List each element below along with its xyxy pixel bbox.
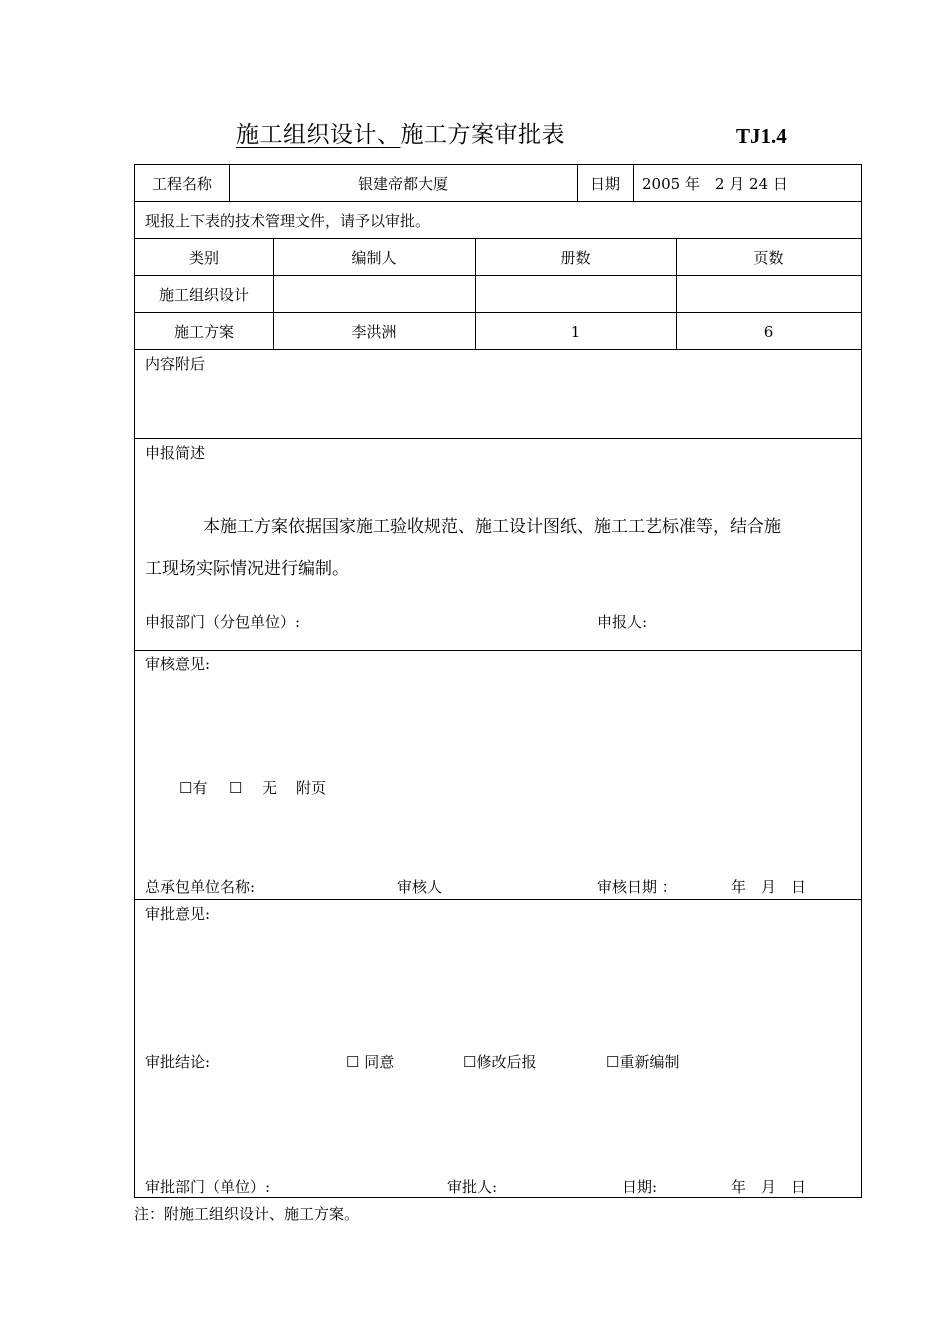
review-option-yes: ☐有 [179,779,208,797]
table-cell-pages: 6 [763,323,774,341]
approver-label: 审批人: [447,1178,498,1196]
date-label: 日期 [589,175,620,193]
footnote: 注：附施工组织设计、施工方案。 [134,1205,360,1223]
date-value: 2005 年 2 月 24 日 [642,175,788,193]
report-person-label: 申报人: [597,613,648,631]
review-date-label: 审核日期 ： [597,878,677,896]
form-title [236,116,565,149]
project-name-value: 银建帝都大厦 [357,175,448,193]
approval-option-redo: ☐重新编制 [606,1053,680,1071]
approval-form-table [134,164,862,1198]
report-body-line1: 本施工方案依据国家施工验收规范、施工设计图纸、施工工艺标准等，结合施 [203,517,781,537]
table-cell-author: 李洪洲 [351,323,397,341]
table-cell-category: 施工组织设计 [158,286,249,304]
approval-date-ymd: 年 月 日 [731,1178,807,1196]
header-category: 类别 [188,249,219,267]
header-author: 编制人 [351,249,397,267]
row-divider [135,349,861,350]
report-label: 申报简述 [145,444,206,462]
approval-conclusion-label: 审批结论: [145,1053,211,1071]
reviewer-label: 审核人 [397,878,443,896]
review-label: 审核意见: [145,655,211,673]
row-divider [135,438,861,439]
approval-dept-label: 审批部门（单位）: [145,1178,271,1196]
row-divider [135,275,861,276]
review-date-ymd: 年 月 日 [731,878,807,896]
table-cell-category: 施工方案 [173,323,234,341]
row-divider [135,201,861,202]
row-divider [135,899,861,900]
header-volumes: 册数 [560,249,591,267]
review-option-suffix: 附页 [296,779,327,797]
row-divider [135,312,861,313]
form-code: TJ1.4 [736,124,787,148]
approval-option-modify: ☐修改后报 [463,1053,537,1071]
attachment-label: 内容附后 [145,355,206,373]
row-divider [135,650,861,651]
project-name-label: 工程名称 [151,175,212,193]
review-option-no-checkbox: ☐ [229,779,243,797]
form-title-underlined: 施工组织设计、 [236,122,401,148]
review-option-no: 无 [262,779,278,797]
row-divider [135,238,861,239]
review-unit-label: 总承包单位名称: [145,878,256,896]
approval-date-label: 日期: [622,1178,658,1196]
header-pages: 页数 [753,249,784,267]
intro-text: 现报上下表的技术管理文件，请予以审批。 [145,212,431,230]
report-body-line2: 工现场实际情况进行编制。 [145,559,349,579]
approval-label: 审批意见: [145,905,211,923]
report-dept-label: 申报部门（分包单位）: [145,613,301,631]
table-cell-volumes: 1 [570,323,581,341]
col-divider [633,165,634,201]
approval-option-agree: ☐ 同意 [346,1053,395,1071]
form-title-rest: 施工方案审批表 [400,122,565,148]
